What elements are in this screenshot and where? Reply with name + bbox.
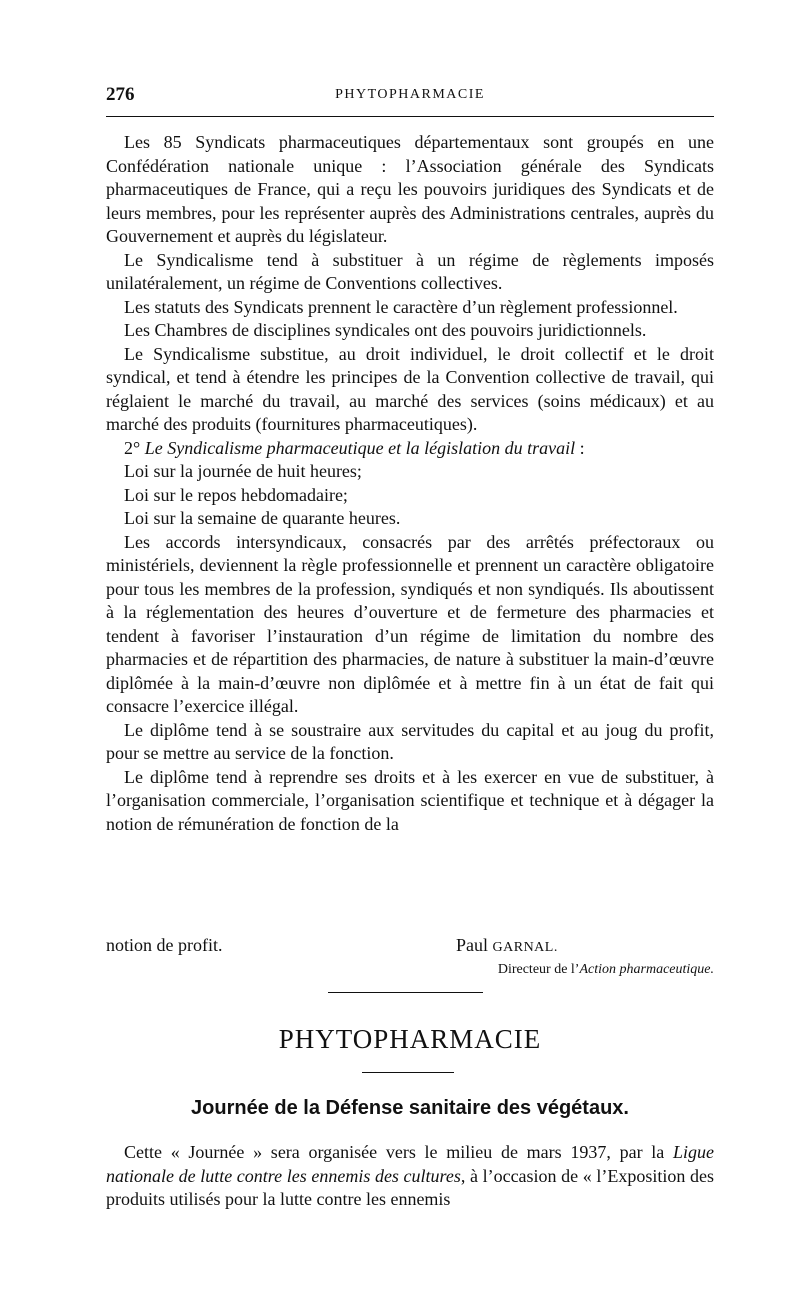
author-role-prefix: Directeur de l’ bbox=[497, 962, 580, 977]
author-role bbox=[106, 958, 714, 982]
law-item: Loi sur la semaine de quarante heures. bbox=[124, 508, 401, 528]
article-start: Cette « Journée » sera organisée vers le milieu de mars 1937, par la bbox=[124, 1142, 673, 1162]
page-number: 276 bbox=[106, 84, 135, 105]
paragraph: Les Chambres de disciplines syndicales ont des pouvoirs juridictionnels. bbox=[124, 320, 647, 340]
section-heading-2 bbox=[106, 437, 714, 461]
paragraph: Le diplôme tend à reprendre ses droits et à les exercer en vue de substituer, à l’organisation commerciale, l’organisation scientifique et technique et à dégager la notion de rémunération de fonction de la bbox=[106, 766, 714, 834]
paragraph: Le Syndicalisme substitue, au droit individuel, le droit collectif et le droit syndical, et tend à étendre les principes de la Convention collective de travail, qui réglaient le marché du travail, au marché des services (soins médicaux) et au marché des produits (fournitures pharmaceutiques). bbox=[106, 343, 714, 434]
section-title: PHYTOPHARMACIE bbox=[278, 1024, 542, 1054]
paragraph: Le diplôme tend à se soustraire aux servitudes du capital et au joug du profit, pour se mettre au service de la fonction. bbox=[106, 719, 714, 763]
article-text bbox=[106, 1141, 714, 1212]
paragraph: Les accords intersyndicaux, consacrés par des arrêtés préfectoraux ou ministériels, deviennent la règle professionnelle et prennent un caractère obligatoire pour tous les membres de la profession, syndiqués et non syndiqués. Ils aboutissent à la réglementation des heures d’ouverture et de fermeture des pharmacies et tendent à favoriser l’instauration d’un régime de limitation du nombre des pharmacies et de répartition des pharmacies, de nature à substituer la main-d’œuvre diplômée à la main-d’œuvre non diplômée et à mettre fin à un état de fait qui consacre l’exercice illégal. bbox=[106, 531, 714, 716]
law-item: Loi sur la journée de huit heures; bbox=[124, 461, 362, 481]
article-end: , à l’occasion de « l’Exposition des produits utilisés pour la lutte contre les ennemis bbox=[106, 1165, 714, 1209]
section-number: 2° bbox=[124, 437, 141, 458]
paragraph-line-end: notion de profit. bbox=[106, 935, 223, 955]
section-heading-colon: : bbox=[575, 437, 585, 458]
paragraph bbox=[106, 1141, 714, 1212]
section-heading-text: Le Syndicalisme pharmaceutique et la législation du travail bbox=[144, 437, 576, 458]
paragraph: Le Syndicalisme tend à substituer à un régime de règlements imposés unilatéralement, un régime de Conventions collectives. bbox=[106, 249, 714, 293]
header-rule bbox=[106, 116, 714, 117]
paragraph: Les statuts des Syndicats prennent le caractère d’un règlement professionnel. bbox=[124, 296, 678, 317]
running-header bbox=[106, 84, 714, 106]
author-name bbox=[456, 934, 558, 960]
author-first-name: Paul bbox=[456, 935, 493, 955]
title-underline bbox=[362, 1072, 454, 1073]
running-title: PHYTOPHARMACIE bbox=[335, 87, 485, 102]
league-name: Ligue nationale de lutte contre les ennemis des cultures bbox=[106, 1142, 714, 1186]
article-body bbox=[106, 131, 714, 836]
article-title: Journée de la Défense sanitaire des végétaux. bbox=[191, 1097, 629, 1119]
journal-name: Action pharmaceutique. bbox=[579, 962, 714, 977]
paragraph: Les 85 Syndicats pharmaceutiques départementaux sont groupés en une Confédération nationale unique : l’Association générale des Syndicats pharmaceutiques de France, qui a reçu les pouvoirs juridiques des Syndicats et de leurs membres, pour les représenter auprès des Administrations centrales, auprès du Gouvernement et auprès du législateur. bbox=[106, 132, 714, 246]
author-last-name: GARNAL. bbox=[492, 940, 558, 955]
section-divider bbox=[328, 992, 483, 993]
law-item: Loi sur le repos hebdomadaire; bbox=[124, 484, 348, 505]
